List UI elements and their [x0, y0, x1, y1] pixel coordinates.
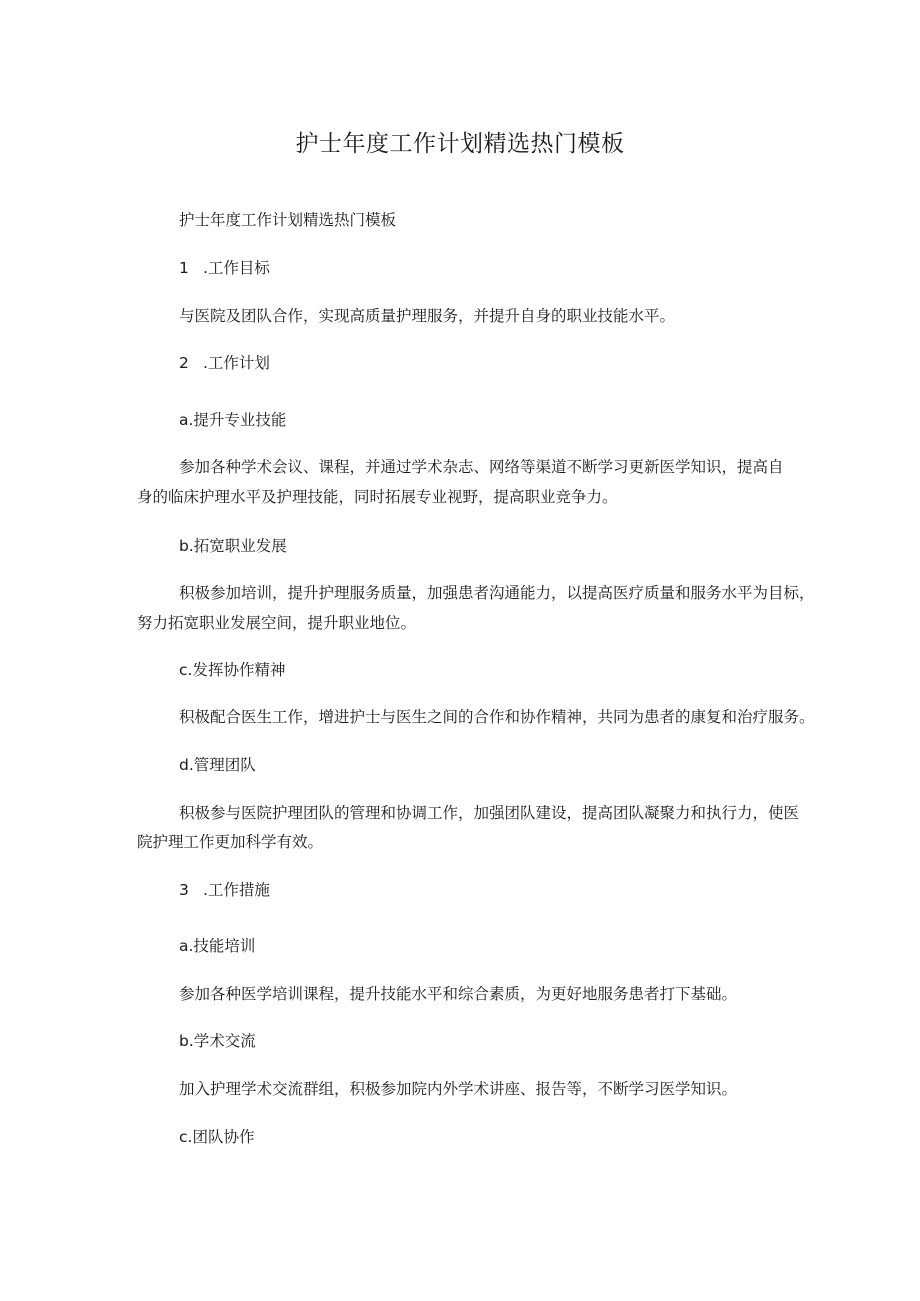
- section-2a-paragraph-line-2: 身的临床护理水平及护理技能，同时拓展专业视野，提高职业竞争力。: [137, 488, 618, 506]
- section-2c-heading: c.发挥协作精神: [179, 661, 286, 679]
- section-2b-heading: b.拓宽职业发展: [179, 537, 287, 555]
- section-1-number: 1: [179, 259, 189, 277]
- section-1-paragraph: 与医院及团队合作，实现高质量护理服务，并提升自身的职业技能水平。: [179, 307, 676, 325]
- section-3c-heading: c.团队协作: [179, 1128, 255, 1146]
- section-2d-heading: d.管理团队: [179, 756, 256, 774]
- section-3a-paragraph: 参加各种医学培训课程，提升技能水平和综合素质，为更好地服务患者打下基础。: [179, 985, 738, 1003]
- section-3b-heading: b.学术交流: [179, 1032, 256, 1050]
- section-2c-paragraph-line-1: 积极配合医生工作，增进护士与医生之间的合作和协作精神，共同为患者的康复和治疗服务。: [179, 708, 815, 726]
- section-3b-paragraph: 加入护理学术交流群组，积极参加院内外学术讲座、报告等，不断学习医学知识。: [179, 1080, 738, 1098]
- document-title: 护士年度工作计划精选热门模板: [295, 131, 625, 157]
- section-2-number: 2: [179, 354, 189, 372]
- section-2d-paragraph-line-1: 积极参与医院护理团队的管理和协调工作，加强团队建设，提高团队凝聚力和执行力，使医: [179, 804, 800, 822]
- section-3-heading-text: .工作措施: [203, 881, 270, 899]
- section-2b-paragraph-line-1: 积极参加培训，提升护理服务质量，加强患者沟通能力，以提高医疗质量和服务水平为目标，: [179, 584, 815, 602]
- section-1-heading: [179, 257, 270, 279]
- section-2-heading: [179, 352, 270, 374]
- document-subtitle: 护士年度工作计划精选热门模板: [179, 211, 397, 229]
- section-2b-paragraph-line-2: 努力拓宽职业发展空间，提升职业地位。: [137, 614, 417, 632]
- section-2-heading-text: .工作计划: [203, 354, 270, 372]
- section-2a-heading: a.提升专业技能: [179, 411, 287, 429]
- section-3-number: 3: [179, 881, 189, 899]
- section-3-heading: [179, 879, 270, 901]
- section-1-heading-text: .工作目标: [203, 259, 270, 277]
- section-2a-paragraph-line-1: 参加各种学术会议、课程，并通过学术杂志、网络等渠道不断学习更新医学知识，提高自: [179, 458, 784, 476]
- section-3a-heading: a.技能培训: [179, 937, 256, 955]
- section-2d-paragraph-line-2: 院护理工作更加科学有效。: [137, 833, 324, 851]
